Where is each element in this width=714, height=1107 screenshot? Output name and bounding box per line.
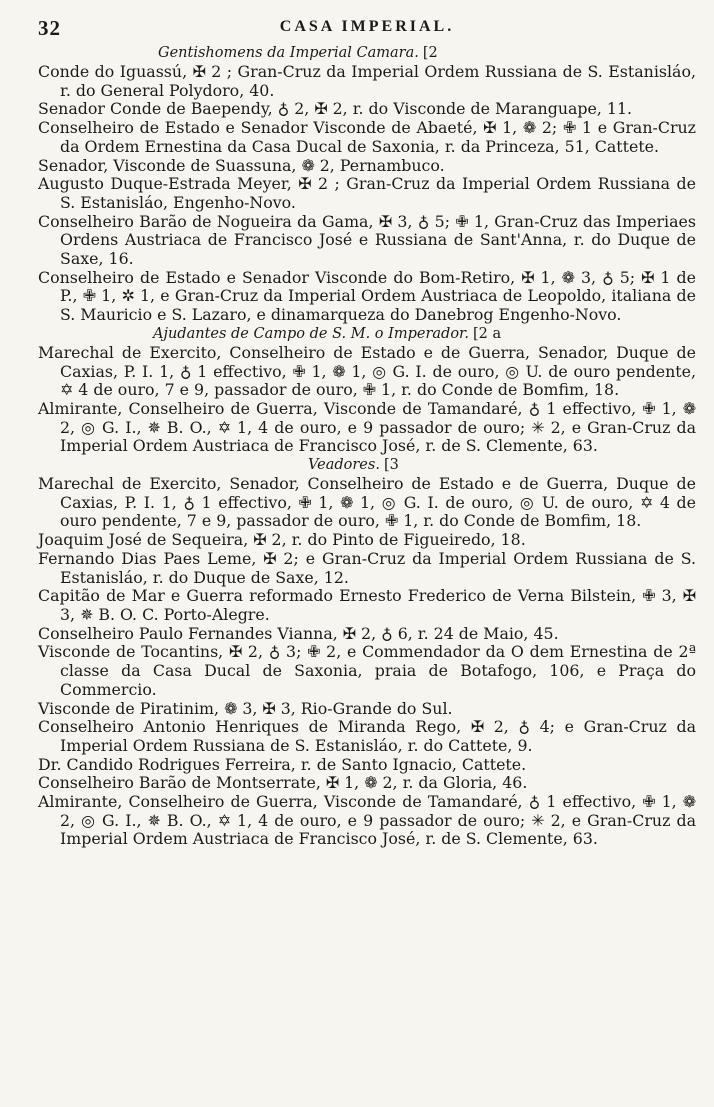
list-item: Conselheiro Barão de Montserrate, ✠ 1, ❁ 2, r. da Gloria, 46. bbox=[38, 773, 528, 793]
list-item: Visconde de Tocantins, ✠ 2, ♁ 3; ✙ 2, e Commendador da O dem Ernestina de 2ª classe da Casa Ducal de Saxonia, praia de Botafogo, 106, e Praça do Commercio. bbox=[38, 642, 696, 699]
list-item: Conselheiro Antonio Henriques de Miranda Rego, ✠ 2, ♁ 4; e Gran-Cruz da Imperial Ordem Russiana de S. Estanisláo, r. do Cattete, 9. bbox=[38, 717, 696, 755]
section-title-ajudantes: Ajudantes de Campo de S. M. o Imperador. [2 a bbox=[153, 325, 502, 342]
list-item: Visconde de Piratinim, ❁ 3, ✠ 3, Rio-Grande do Sul. bbox=[38, 698, 453, 718]
section-count: [2 bbox=[422, 45, 438, 61]
list-item: Fernando Dias Paes Leme, ✠ 2; e Gran-Cruz da Imperial Ordem Russiana de S. Estanisláo, r. do Duque de Saxe, 12. bbox=[38, 548, 696, 587]
list-item: Dr. Candido Rodrigues Ferreira, r. de Santo Ignacio, Cattete. bbox=[38, 754, 527, 774]
section-title-veadores: Veadores. [3 bbox=[308, 457, 399, 474]
list-item: Senador Conde de Baependy, ♁ 2, ✠ 2, r. do Visconde de Maranguape, 11. bbox=[38, 99, 633, 119]
list-item: Capitão de Mar e Guerra reformado Ernesto Frederico de Verna Bilstein, ✙ 3, ✠ 3, ✵ B. O. C. Porto-Alegre. bbox=[38, 586, 696, 624]
list-item: Marechal de Exercito, Conselheiro de Estado e de Guerra, Senador, Duque de Caxias, P. I. 1, ♁ 1 effectivo, ✙ 1, ❁ 1, ◎ G. I. de ouro, ◎ U. de ouro pendente, ✡ 4 de ouro, 7 e 9, passador de ouro, ✙ 1, r. do Conde de Bomfim, 18. bbox=[38, 342, 696, 400]
section-count: [2 a bbox=[473, 325, 502, 342]
list-item: Conselheiro Barão de Nogueira da Gama, ✠ 3, ♁ 5; ✙ 1, Gran-Cruz das Imperiaes Ordens Austriaca de Francisco José e Russiana de Sant'Anna, r. do Duque de Saxe, 16. bbox=[38, 211, 696, 269]
list-item: Conselheiro de Estado e Senador Visconde de Abaeté, ✠ 1, ❁ 2; ✙ 1 e Gran-Cruz da Ordem Ernestina da Casa Ducal de Saxonia, r. da Princeza, 51, Cattete. bbox=[38, 118, 696, 156]
list-item: Almirante, Conselheiro de Guerra, Visconde de Tamandaré, ♁ 1 effectivo, ✙ 1, ❁ 2, ◎ G. I., ✵ B. O., ✡ 1, 4 de ouro, e 9 passador de ouro; ✳ 2, e Gran-Cruz da Imperial Ordem Austriaca de Francisco José, r. de S. Clemente, 63. bbox=[38, 398, 696, 456]
list-item: Senador, Visconde de Suassuna, ❁ 2, Pernambuco. bbox=[38, 155, 445, 175]
page-header bbox=[38, 16, 696, 42]
list-item: Marechal de Exercito, Senador, Conselheiro de Estado e de Guerra, Duque de Caxias, P. I. 1, ♁ 1 effectivo, ✙ 1, ❁ 1, ◎ G. I. de ouro, ◎ U. de ouro, ✡ 4 de ouro pendente, 7 e 9, passador de ouro, ✙ 1, r. do Conde de Bomfim, 18. bbox=[38, 474, 696, 531]
running-title: CASA IMPERIAL. bbox=[279, 18, 455, 35]
list-item: Joaquim José de Sequeira, ✠ 2, r. do Pinto de Figueiredo, 18. bbox=[38, 530, 526, 550]
list-item: Augusto Duque-Estrada Meyer, ✠ 2 ; Gran-Cruz da Imperial Ordem Russiana de S. Estanisláo, Engenho-Novo. bbox=[38, 174, 696, 212]
list-item: Conde do Iguassú, ✠ 2 ; Gran-Cruz da Imperial Ordem Russiana de S. Estanisláo, r. do General Polydoro, 40. bbox=[38, 62, 696, 100]
section-count: [3 bbox=[383, 457, 399, 474]
list-item: Conselheiro Paulo Fernandes Vianna, ✠ 2, ♁ 6, r. 24 de Maio, 45. bbox=[38, 623, 559, 643]
list-item: Almirante, Conselheiro de Guerra, Visconde de Tamandaré, ♁ 1 effectivo, ✙ 1, ❁ 2, ◎ G. I., ✵ B. O., ✡ 1, 4 de ouro, e 9 passador de ouro; ✳ 2, e Gran-Cruz da Imperial Ordem Austriaca de Francisco José, r. de S. Clemente, 63. bbox=[38, 792, 696, 849]
page-number: 32 bbox=[38, 16, 61, 40]
list-item: Conselheiro de Estado e Senador Visconde do Bom-Retiro, ✠ 1, ❁ 3, ♁ 5; ✠ 1 de P., ✙ 1, ✲ 1, e Gran-Cruz da Imperial Ordem Austriaca de Leopoldo, italiana de S. Mauricio e S. Lazaro, e dinamarqueza do Danebrog Engenho-Novo. bbox=[38, 267, 696, 325]
section-title-gentishomens: Gentishomens da Imperial Camara. [2 bbox=[158, 45, 438, 61]
